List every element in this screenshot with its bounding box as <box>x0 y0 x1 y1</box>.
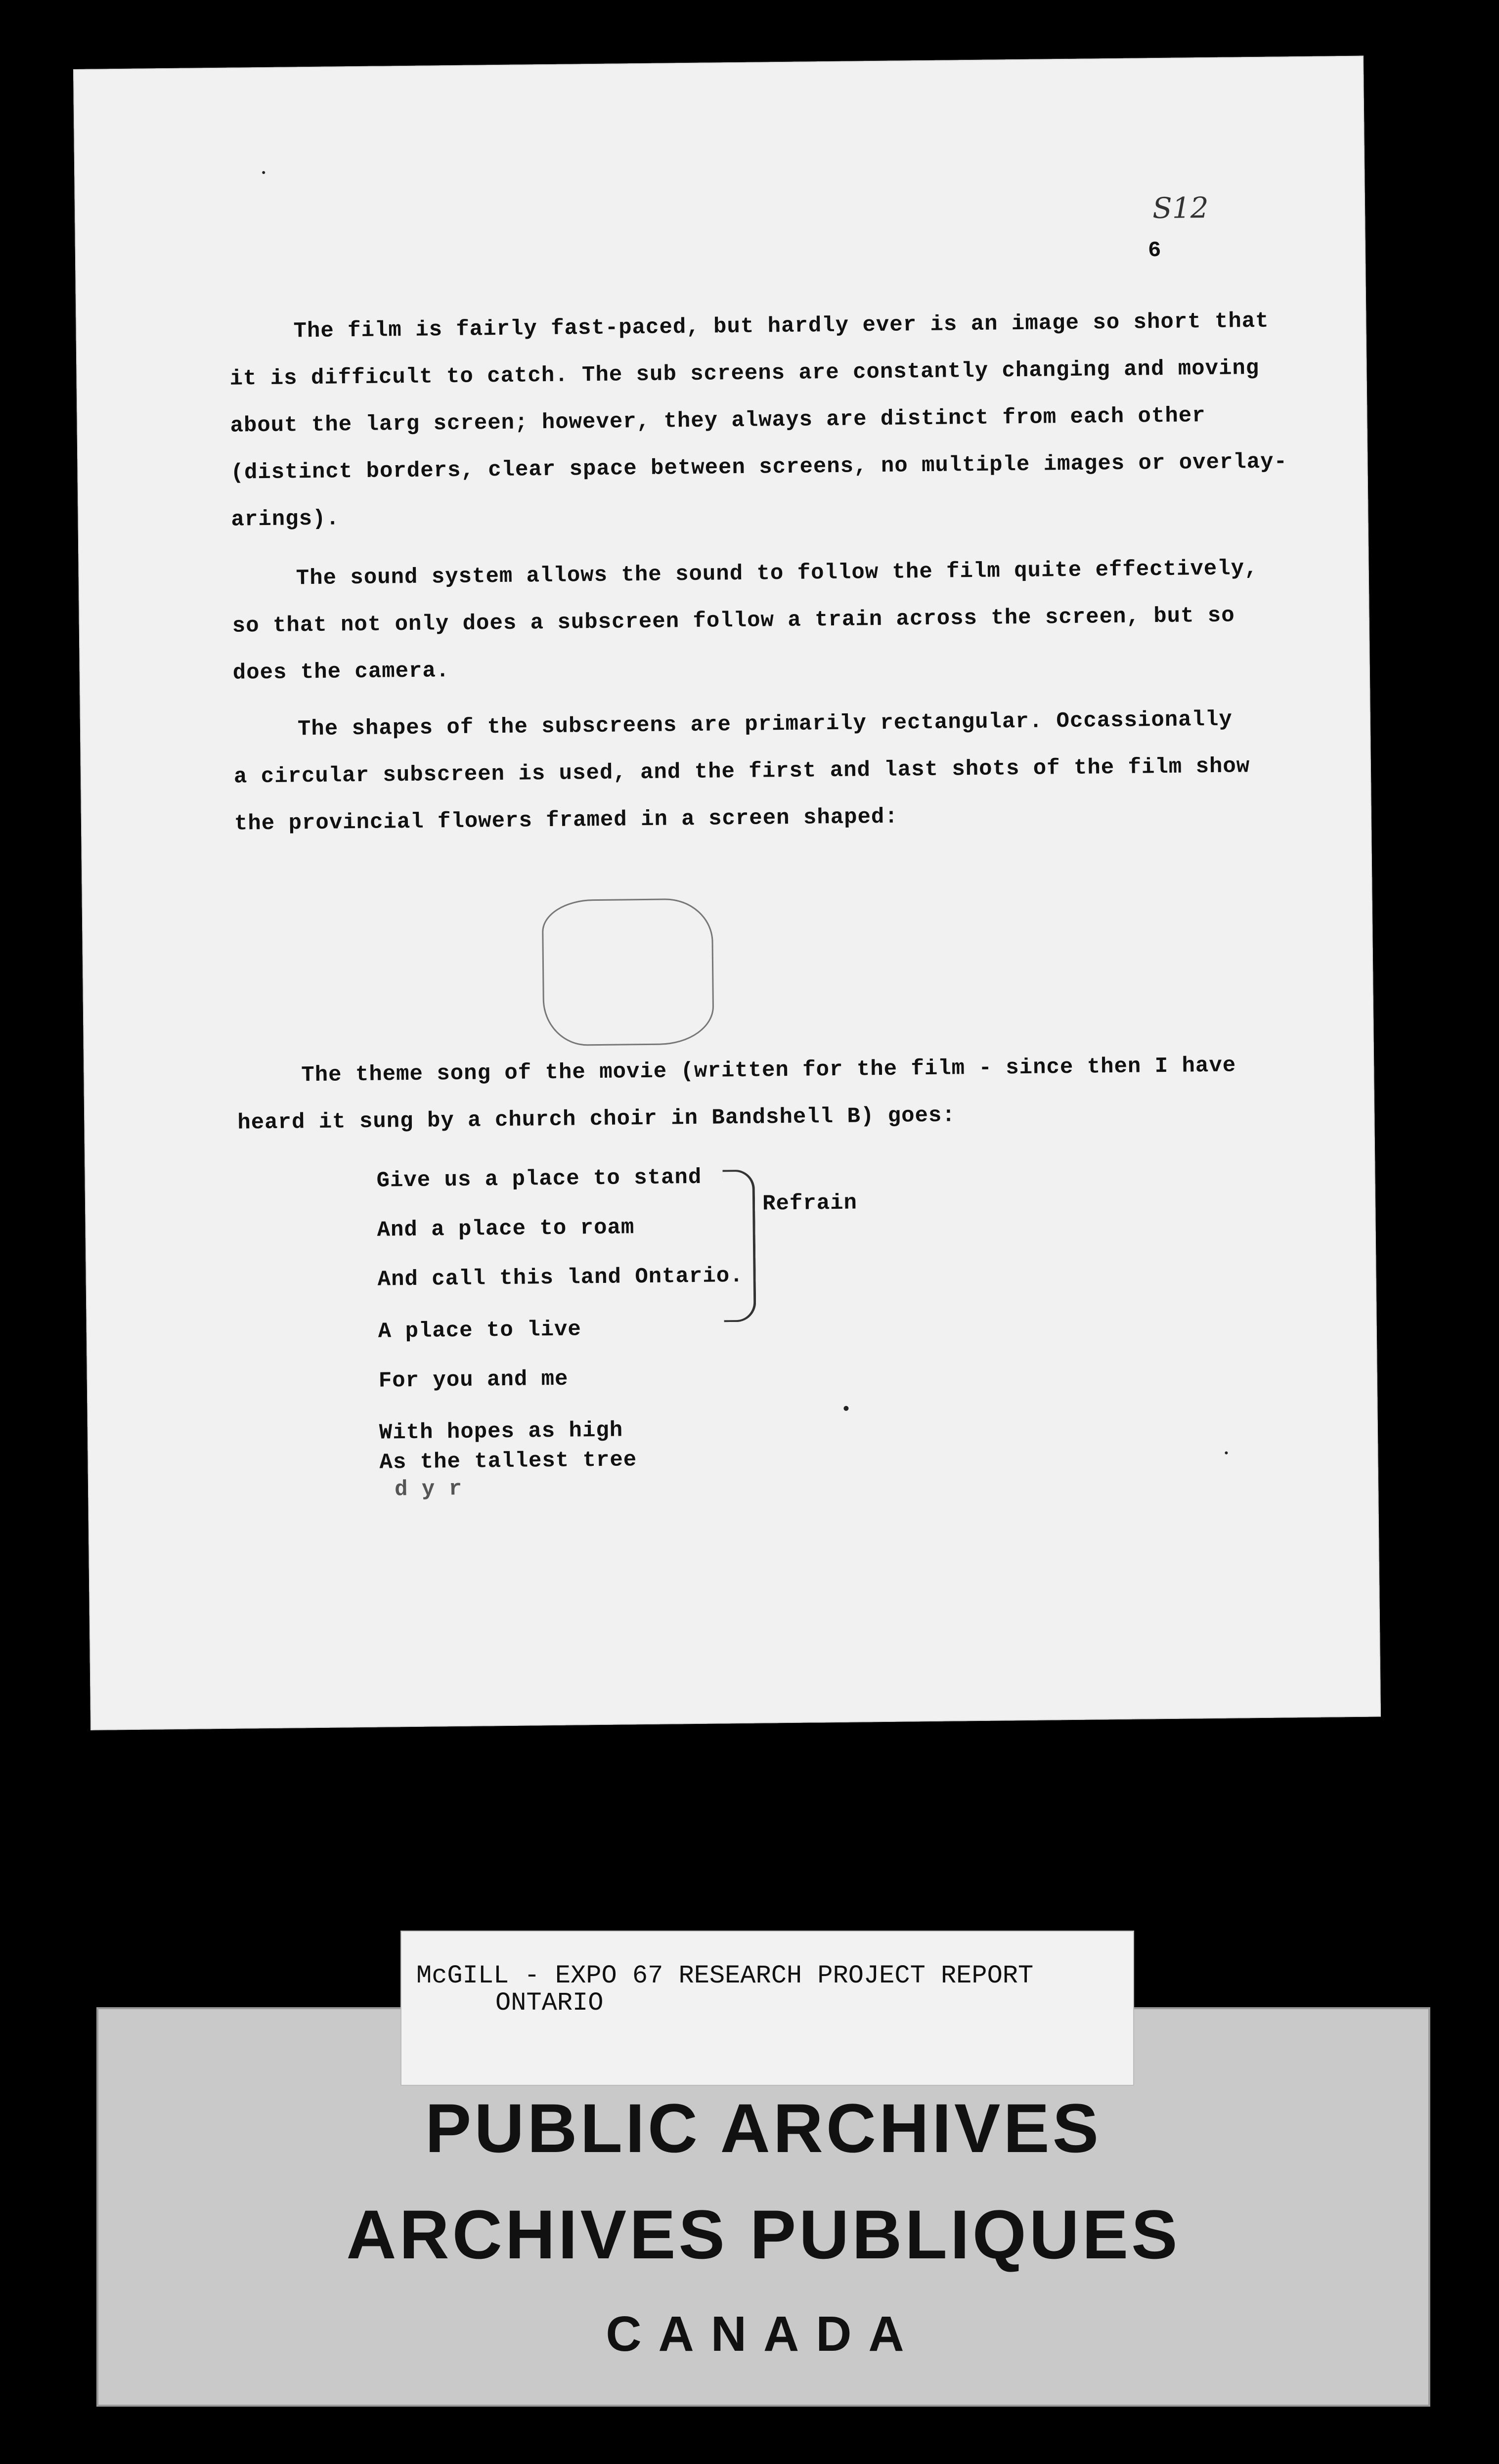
handwritten-reference: S12 <box>1152 190 1209 225</box>
text-line: it is difficult to catch. The sub screens are constantly changing and moving <box>229 355 1260 392</box>
text-line: so that not only does a subscreen follow a train across the screen, but so <box>232 603 1235 639</box>
lyric-line: As the tallest tree <box>379 1448 637 1475</box>
archive-line-2: ARCHIVES PUBLIQUES <box>346 2196 1181 2273</box>
lyric-line: With hopes as high <box>379 1418 623 1446</box>
text-line: arings). <box>231 506 340 532</box>
lyric-line: And a place to roam <box>377 1215 635 1243</box>
ink-spot <box>843 1406 848 1411</box>
ink-spot <box>262 171 265 174</box>
text-line: about the larg screen; however, they always are distinct from each other <box>230 403 1206 439</box>
text-line: does the camera. <box>232 659 450 686</box>
project-label-card <box>400 1931 1134 2086</box>
screen-shape-drawing <box>542 898 714 1047</box>
page-number: 6 <box>1147 238 1161 264</box>
stray-mark: d y r <box>394 1476 463 1502</box>
text-line: (distinct borders, clear space between screens, no multiple images or overlay- <box>230 449 1288 485</box>
project-label-subtitle: ONTARIO <box>495 1988 604 2018</box>
ink-spot <box>1225 1452 1228 1454</box>
project-label-title: McGILL - EXPO 67 RESEARCH PROJECT REPORT <box>416 1961 1034 1990</box>
document-page <box>73 56 1381 1730</box>
refrain-bracket <box>722 1170 756 1322</box>
text-line: the provincial flowers framed in a screen shaped: <box>234 804 899 836</box>
text-line: The shapes of the subscreens are primarily rectangular. Occassionally <box>297 707 1233 742</box>
text-line: The theme song of the movie (written for the film - since then I have <box>301 1053 1236 1088</box>
archive-line-1: PUBLIC ARCHIVES <box>425 2089 1102 2167</box>
archive-line-3: CANADA <box>606 2306 921 2362</box>
text-line: The film is fairly fast-paced, but hardly ever is an image so short that <box>293 308 1269 344</box>
lyric-line: For you and me <box>378 1366 569 1394</box>
text-line: a circular subscreen is used, and the first and last shots of the film show <box>233 754 1250 790</box>
refrain-label: Refrain <box>762 1190 858 1217</box>
text-line: The sound system allows the sound to follow the film quite effectively, <box>296 556 1258 591</box>
lyric-line: And call this land Ontario. <box>377 1263 744 1292</box>
lyric-line: A place to live <box>378 1317 582 1344</box>
text-line: heard it sung by a church choir in Bandshell B) goes: <box>237 1103 956 1136</box>
lyric-line: Give us a place to stand <box>376 1165 702 1193</box>
